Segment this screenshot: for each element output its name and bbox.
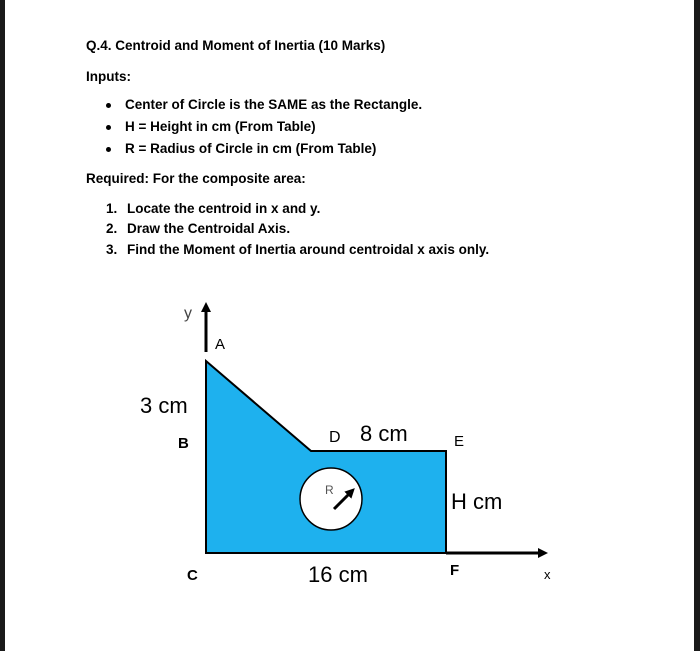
y-axis-label: y: [184, 305, 192, 322]
required-item-text: Find the Moment of Inertia around centroidal x axis only.: [127, 242, 490, 257]
required-item-number: 2.: [106, 221, 118, 236]
point-e-label: E: [454, 433, 465, 450]
point-f-label: F: [450, 562, 460, 579]
point-a-label: A: [215, 336, 226, 353]
required-label: Required: For the composite area:: [86, 171, 306, 186]
point-d-label: D: [329, 429, 341, 446]
input-item-text: Center of Circle is the SAME as the Rectangle.: [125, 97, 423, 112]
radius-label: R: [325, 483, 334, 497]
required-item-number: 3.: [106, 242, 118, 257]
question-title: Q.4. Centroid and Moment of Inertia (10 Marks): [86, 38, 386, 53]
point-b-label: B: [178, 435, 189, 452]
input-item-text: H = Height in cm (From Table): [125, 119, 316, 134]
required-item-text: Draw the Centroidal Axis.: [127, 221, 291, 236]
inputs-label: Inputs:: [86, 69, 131, 84]
required-item-text: Locate the centroid in x and y.: [127, 201, 321, 216]
dim-bottom-label: 16 cm: [308, 562, 368, 587]
dim-top-label: 8 cm: [360, 421, 408, 446]
x-axis-label: x: [544, 567, 551, 582]
dim-right-label: H cm: [451, 489, 503, 514]
circular-hole: [300, 468, 362, 530]
input-item-text: R = Radius of Circle in cm (From Table): [125, 141, 377, 156]
required-item-number: 1.: [106, 201, 118, 216]
dim-left-label: 3 cm: [140, 393, 188, 418]
point-c-label: C: [187, 567, 198, 584]
